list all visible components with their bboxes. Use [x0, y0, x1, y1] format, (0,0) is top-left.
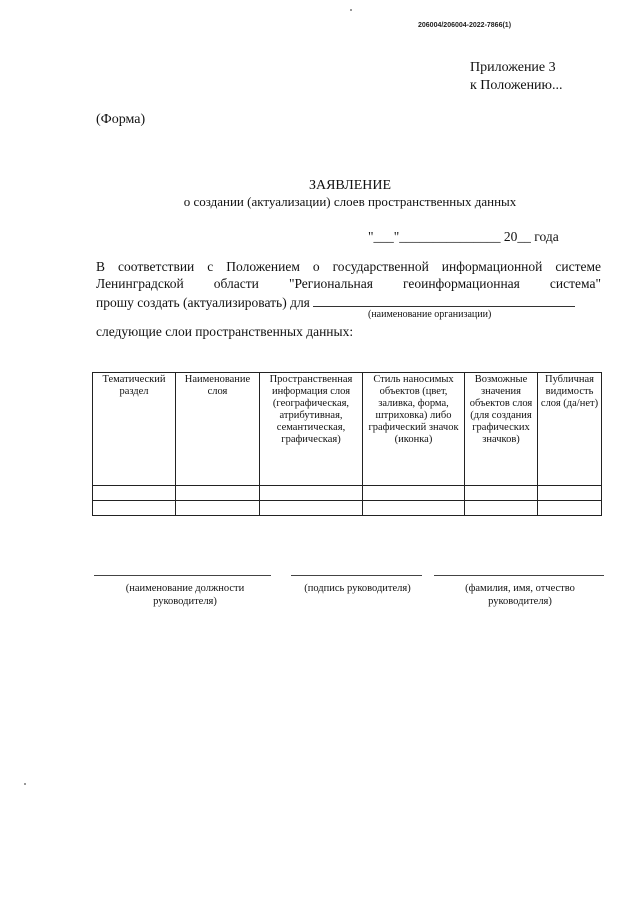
- signature-line: [291, 575, 422, 576]
- organization-blank: [313, 294, 575, 307]
- table-row: [93, 501, 602, 516]
- header-thematic-section: Тематический раздел: [93, 373, 176, 486]
- table-cell[interactable]: [260, 486, 363, 501]
- date-line: "___"_______________ 20__ года: [368, 229, 559, 244]
- scan-speck: [350, 9, 352, 11]
- body-paragraph: В соответствии с Положением о государственной информационной системе Ленинградской области "Региональная геоинформационная система": [96, 259, 601, 291]
- document-title: ЗАЯВЛЕНИЕ: [308, 178, 392, 193]
- position-caption: (наименование должности руководителя): [125, 583, 245, 607]
- header-object-style: Стиль наносимых объектов (цвет, заливка, форма, штриховка) либо графический значок (иконка): [363, 373, 465, 486]
- table-cell[interactable]: [363, 486, 465, 501]
- name-signature-line: [434, 575, 604, 576]
- header-possible-values: Возможные значения объектов слоя (для создания графических значков): [465, 373, 538, 486]
- position-signature-line: [94, 575, 271, 576]
- table-cell[interactable]: [260, 501, 363, 516]
- table-cell[interactable]: [93, 501, 176, 516]
- header-public-visibility: Публичная видимость слоя (да/нет): [538, 373, 602, 486]
- form-label: (Форма): [96, 112, 146, 127]
- table-cell[interactable]: [176, 486, 260, 501]
- appendix-number: Приложение 3: [470, 60, 556, 75]
- layers-intro: следующие слои пространственных данных:: [96, 324, 354, 339]
- scan-speck: [24, 783, 26, 785]
- organization-caption: (наименование организации): [368, 309, 492, 320]
- table-cell[interactable]: [176, 501, 260, 516]
- table-header-row: [93, 373, 602, 486]
- table-cell[interactable]: [538, 486, 602, 501]
- signature-caption: (подпись руководителя): [304, 583, 411, 594]
- table-cell[interactable]: [538, 501, 602, 516]
- document-subtitle: о создании (актуализации) слоев пространственных данных: [183, 194, 517, 209]
- appendix-reference: к Положению...: [470, 78, 563, 93]
- table-cell[interactable]: [363, 501, 465, 516]
- table-cell[interactable]: [465, 501, 538, 516]
- header-spatial-info: Пространственная информация слоя (географическая, атрибутивная, семантическая, графическая): [260, 373, 363, 486]
- name-caption: (фамилия, имя, отчество руководителя): [465, 583, 575, 607]
- table-cell[interactable]: [465, 486, 538, 501]
- table-cell[interactable]: [93, 486, 176, 501]
- request-line: [96, 294, 575, 311]
- request-prefix: прошу создать (актуализировать) для: [96, 295, 310, 310]
- table-row: [93, 486, 602, 501]
- document-id: 206004/206004-2022-7866(1): [418, 22, 512, 29]
- header-layer-name: Наименование слоя: [176, 373, 260, 486]
- layers-table: [92, 372, 602, 516]
